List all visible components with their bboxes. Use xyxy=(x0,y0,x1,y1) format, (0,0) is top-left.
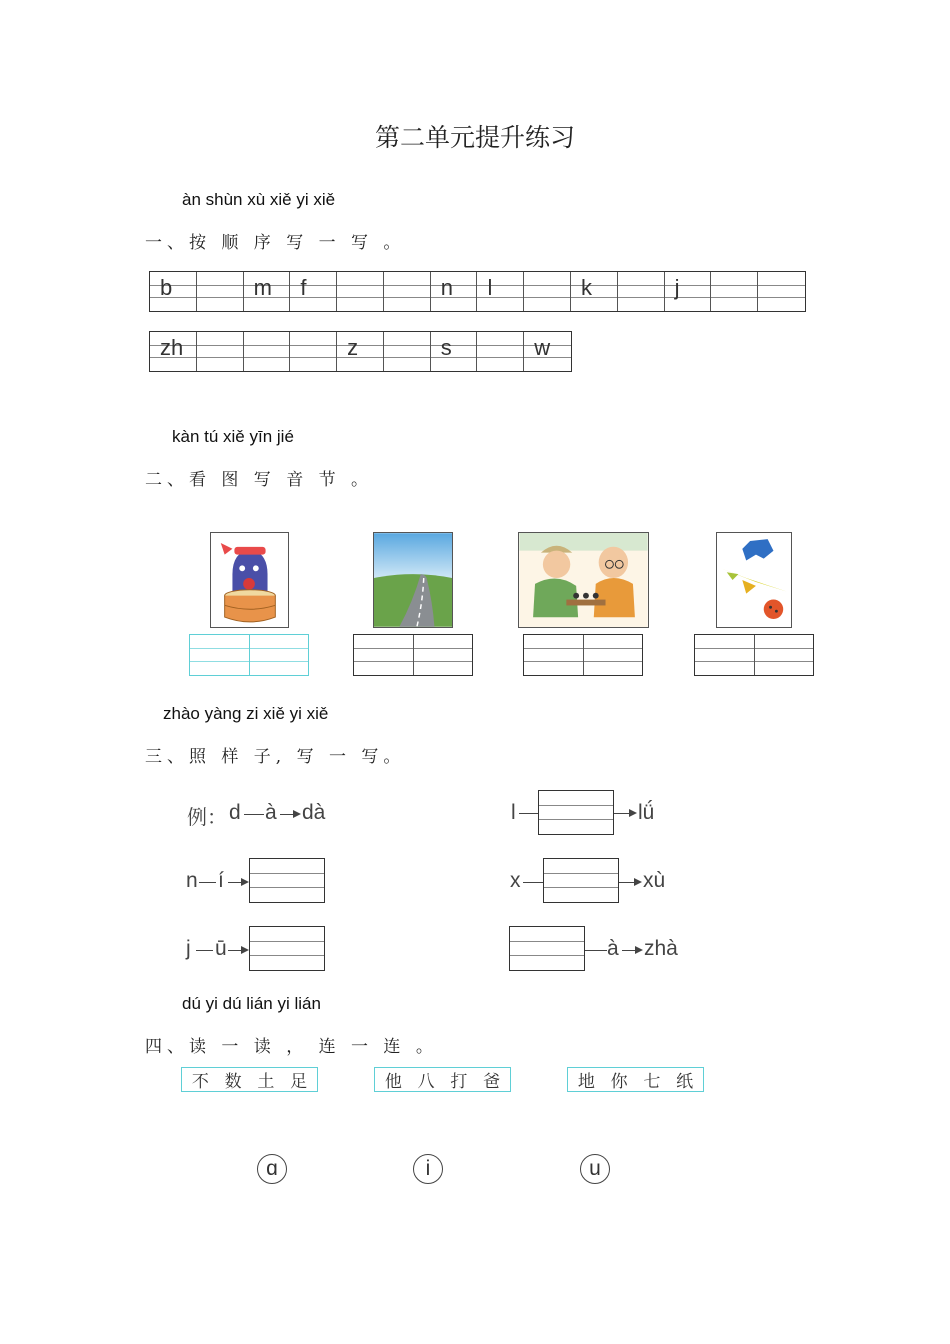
grid-cell[interactable]: k xyxy=(571,272,618,311)
chess-players-image xyxy=(518,532,649,628)
grid-cell[interactable]: s xyxy=(431,332,478,371)
grid-cell[interactable] xyxy=(290,332,337,371)
grid-cell[interactable] xyxy=(244,332,291,371)
item1-answer-box[interactable] xyxy=(538,790,614,835)
road-image xyxy=(373,532,453,628)
grid-cell[interactable] xyxy=(384,332,431,371)
arrow-head xyxy=(635,946,643,954)
grid-cell[interactable]: n xyxy=(431,272,478,311)
item3-result: xù xyxy=(643,869,666,892)
item5-final: à xyxy=(607,937,619,960)
section1-pinyin: àn shùn xù xiě yi xiě xyxy=(182,190,336,209)
section2-pinyin: kàn tú xiě yīn jié xyxy=(172,427,294,446)
character-group-1[interactable]: 不 数 土 足 xyxy=(181,1067,318,1092)
character-group-3[interactable]: 地 你 七 纸 xyxy=(567,1067,704,1092)
arrow-head xyxy=(634,878,642,886)
arrow-head xyxy=(293,810,301,818)
origami-image xyxy=(716,532,792,628)
character-group-2[interactable]: 他 八 打 爸 xyxy=(374,1067,511,1092)
grid-cell[interactable]: l xyxy=(477,272,524,311)
connector-line xyxy=(244,814,264,815)
item2-final: í xyxy=(218,869,224,892)
grid-cell[interactable]: j xyxy=(665,272,712,311)
grid-cell[interactable]: zh xyxy=(150,332,197,371)
item1-result: lǘ xyxy=(638,801,655,824)
drum-figure-image xyxy=(210,532,289,628)
example-final: à xyxy=(265,801,277,824)
answer-box-4[interactable] xyxy=(694,634,814,676)
vowel-circle-a[interactable]: ɑ xyxy=(257,1154,287,1184)
grid-cell[interactable]: w xyxy=(524,332,571,371)
connector-line xyxy=(199,882,216,883)
item4-final: ū xyxy=(215,937,227,960)
arrow-line xyxy=(622,950,636,951)
section4-pinyin: dú yi dú lián yi lián xyxy=(182,994,321,1013)
section3-pinyin: zhào yàng zi xiě yi xiě xyxy=(163,704,329,723)
arrow-head xyxy=(241,946,249,954)
item5-result: zhà xyxy=(644,937,678,960)
connector-line xyxy=(585,950,607,951)
arrow-head xyxy=(629,809,637,817)
grid-cell[interactable] xyxy=(197,272,244,311)
item5-answer-box[interactable] xyxy=(509,926,585,971)
example-label: 例： xyxy=(187,805,227,829)
page-title: 第二单元提升练习 xyxy=(374,123,575,152)
grid-cell[interactable] xyxy=(711,272,758,311)
item4-answer-box[interactable] xyxy=(249,926,325,971)
grid-cell[interactable] xyxy=(758,272,805,311)
grid-cell[interactable] xyxy=(384,272,431,311)
connector-line xyxy=(196,950,213,951)
pinyin-grid-row-1 xyxy=(149,271,806,312)
grid-cell[interactable] xyxy=(197,332,244,371)
section3-heading: 三、照 样 子, 写 一 写。 xyxy=(145,747,406,767)
item2-initial: n xyxy=(186,869,198,892)
arrow-line xyxy=(228,950,242,951)
arrow-head xyxy=(241,878,249,886)
answer-box-3[interactable] xyxy=(523,634,643,676)
answer-box-2[interactable] xyxy=(353,634,473,676)
grid-cell[interactable]: b xyxy=(150,272,197,311)
grid-cell[interactable]: f xyxy=(290,272,337,311)
item3-answer-box[interactable] xyxy=(543,858,619,903)
item2-answer-box[interactable] xyxy=(249,858,325,903)
grid-cell[interactable] xyxy=(618,272,665,311)
pinyin-grid-row-2 xyxy=(149,331,572,372)
connector-line xyxy=(523,882,543,883)
grid-cell[interactable] xyxy=(477,332,524,371)
vowel-circle-i[interactable]: i xyxy=(413,1154,443,1184)
example-result: dà xyxy=(302,801,326,824)
grid-cell[interactable]: m xyxy=(244,272,291,311)
item3-initial: x xyxy=(510,869,521,892)
arrow-line xyxy=(228,882,242,883)
item4-initial: j xyxy=(186,937,191,960)
arrow-line xyxy=(280,814,294,815)
example-initial: d xyxy=(229,801,241,824)
section1-heading: 一、按 顺 序 写 一 写 。 xyxy=(145,233,406,253)
grid-cell[interactable]: z xyxy=(337,332,384,371)
vowel-circle-u[interactable]: u xyxy=(580,1154,610,1184)
connector-line xyxy=(519,813,538,814)
item1-initial: l xyxy=(511,801,516,824)
grid-cell[interactable] xyxy=(337,272,384,311)
arrow-line xyxy=(619,882,635,883)
answer-box-1[interactable] xyxy=(189,634,309,676)
section2-heading: 二、看 图 写 音 节 。 xyxy=(145,470,374,490)
section4-heading: 四、读 一 读 ， 连 一 连 。 xyxy=(145,1037,438,1057)
grid-cell[interactable] xyxy=(524,272,571,311)
arrow-line xyxy=(614,813,630,814)
